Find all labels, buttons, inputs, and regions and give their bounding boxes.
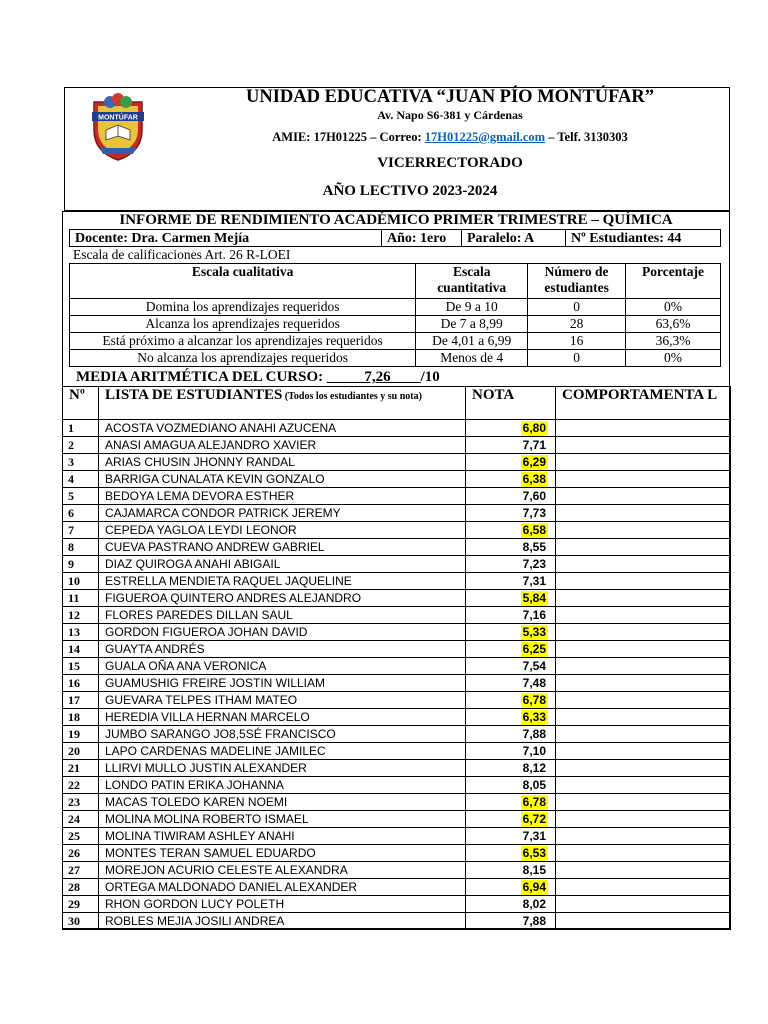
student-number: 21 <box>63 760 99 777</box>
student-name: ARIAS CHUSIN JHONNY RANDAL <box>99 454 466 471</box>
student-number: 8 <box>63 539 99 556</box>
student-row <box>63 879 731 896</box>
student-row <box>63 641 731 658</box>
student-grade: 7,48 <box>522 676 546 690</box>
student-row <box>63 709 731 726</box>
scale-qualitative: Alcanza los aprendizajes requeridos <box>70 316 416 333</box>
scale-col-students: Número de estudiantes <box>528 264 626 299</box>
student-number: 25 <box>63 828 99 845</box>
student-number: 9 <box>63 556 99 573</box>
student-grade: 7,73 <box>522 506 546 520</box>
student-grade: 6,58 <box>522 523 546 537</box>
school-logo <box>88 92 148 162</box>
student-grade-cell <box>466 556 556 573</box>
student-behavior <box>556 675 731 692</box>
student-grade-cell <box>466 641 556 658</box>
student-name: JUMBO SARANGO JO8,5SÉ FRANCISCO <box>99 726 466 743</box>
student-grade: 6,33 <box>522 710 546 724</box>
student-name: ROBLES MEJIA JOSILI ANDREA <box>99 913 466 930</box>
student-behavior <box>556 913 731 930</box>
scale-quantitative: De 7 a 8,99 <box>416 316 528 333</box>
student-row <box>63 726 731 743</box>
student-row <box>63 556 731 573</box>
student-number: 16 <box>63 675 99 692</box>
school-address: Av. Napo S6-381 y Cárdenas <box>377 108 523 122</box>
student-grade-cell <box>466 777 556 794</box>
student-grade-cell <box>466 828 556 845</box>
student-number: 28 <box>63 879 99 896</box>
student-grade: 8,05 <box>522 778 546 792</box>
student-grade-cell <box>466 709 556 726</box>
scale-students: 0 <box>528 299 626 316</box>
student-grade-cell <box>466 488 556 505</box>
student-grade: 8,55 <box>522 540 546 554</box>
average-suffix: /10 <box>420 369 440 385</box>
student-behavior <box>556 845 731 862</box>
scale-row <box>70 299 721 316</box>
student-behavior <box>556 828 731 845</box>
student-number: 14 <box>63 641 99 658</box>
student-name: CUEVA PASTRANO ANDREW GABRIEL <box>99 539 466 556</box>
students-table <box>62 386 731 930</box>
student-behavior <box>556 879 731 896</box>
student-name: ANASI AMAGUA ALEJANDRO XAVIER <box>99 437 466 454</box>
student-number: 10 <box>63 573 99 590</box>
student-number: 17 <box>63 692 99 709</box>
student-name: CEPEDA YAGLOA LEYDI LEONOR <box>99 522 466 539</box>
student-name: MONTES TERAN SAMUEL EDUARDO <box>99 845 466 862</box>
student-row <box>63 471 731 488</box>
student-grade: 8,12 <box>522 761 546 775</box>
student-behavior <box>556 488 731 505</box>
student-grade: 8,15 <box>522 863 546 877</box>
student-number: 27 <box>63 862 99 879</box>
student-grade: 7,31 <box>522 829 546 843</box>
student-behavior <box>556 437 731 454</box>
course-year: Año: 1ero <box>382 230 462 246</box>
student-behavior <box>556 454 731 471</box>
student-name: BEDOYA LEMA DEVORA ESTHER <box>99 488 466 505</box>
students-header-row <box>63 387 731 420</box>
col-student-list-note: (Todos los estudiantes y su nota) <box>282 391 422 402</box>
student-row <box>63 539 731 556</box>
scale-quantitative: De 4,01 a 6,99 <box>416 333 528 350</box>
student-behavior <box>556 556 731 573</box>
scale-col-qualitative: Escala cualitativa <box>70 264 416 299</box>
col-number: Nº <box>63 387 99 420</box>
student-grade-cell <box>466 454 556 471</box>
student-behavior <box>556 505 731 522</box>
col-behavior: COMPORTAMENTA L <box>556 387 731 420</box>
email-link[interactable]: 17H01225@gmail.com <box>424 130 546 144</box>
student-grade: 7,60 <box>522 489 546 503</box>
scale-qualitative: Está próximo a alcanzar los aprendizajes requeridos <box>70 333 416 350</box>
student-name: GUEVARA TELPES ITHAM MATEO <box>99 692 466 709</box>
student-row <box>63 811 731 828</box>
scale-row <box>70 350 721 367</box>
students-count: Nº Estudiantes: 44 <box>571 231 682 246</box>
student-grade-cell <box>466 879 556 896</box>
student-grade-cell <box>466 539 556 556</box>
student-grade: 6,29 <box>522 455 546 469</box>
student-number: 12 <box>63 607 99 624</box>
student-name: MACAS TOLEDO KAREN NOEMI <box>99 794 466 811</box>
student-number: 20 <box>63 743 99 760</box>
student-grade-cell <box>466 505 556 522</box>
student-grade-cell <box>466 896 556 913</box>
student-behavior <box>556 607 731 624</box>
scale-students: 0 <box>528 350 626 367</box>
student-name: DIAZ QUIROGA ANAHI ABIGAIL <box>99 556 466 573</box>
student-grade-cell <box>466 607 556 624</box>
student-row <box>63 573 731 590</box>
scale-row <box>70 333 721 350</box>
student-row <box>63 845 731 862</box>
scale-percent: 63,6% <box>626 316 721 333</box>
amie-code: AMIE: 17H01225 – Correo: <box>272 130 425 144</box>
department-title: VICERRECTORADO <box>377 155 523 171</box>
student-grade: 6,94 <box>522 880 546 894</box>
student-row <box>63 420 731 437</box>
average-value: _____7,26____ <box>326 369 421 385</box>
student-grade: 6,38 <box>522 472 546 486</box>
student-grade: 7,31 <box>522 574 546 588</box>
student-number: 6 <box>63 505 99 522</box>
student-grade-cell <box>466 658 556 675</box>
scale-quantitative: Menos de 4 <box>416 350 528 367</box>
student-name: MOREJON ACURIO CELESTE ALEXANDRA <box>99 862 466 879</box>
col-grade: NOTA <box>466 387 556 420</box>
student-name: BARRIGA CUNALATA KEVIN GONZALO <box>99 471 466 488</box>
course-average <box>76 368 440 386</box>
student-name: ACOSTA VOZMEDIANO ANAHI AZUCENA <box>99 420 466 437</box>
student-grade: 7,16 <box>522 608 546 622</box>
col-student-list-label: LISTA DE ESTUDIANTES <box>105 387 283 403</box>
student-row <box>63 607 731 624</box>
student-name: GUAYTA ANDRÉS <box>99 641 466 658</box>
student-row <box>63 624 731 641</box>
student-name: FLORES PAREDES DILLAN SAUL <box>99 607 466 624</box>
student-grade-cell <box>466 794 556 811</box>
student-name: ESTRELLA MENDIETA RAQUEL JAQUELINE <box>99 573 466 590</box>
scale-percent: 0% <box>626 299 721 316</box>
student-grade-cell <box>466 913 556 930</box>
student-behavior <box>556 811 731 828</box>
student-behavior <box>556 420 731 437</box>
student-row <box>63 522 731 539</box>
student-behavior <box>556 794 731 811</box>
student-grade: 7,54 <box>522 659 546 673</box>
student-behavior <box>556 743 731 760</box>
scale-qualitative: No alcanza los aprendizajes requeridos <box>70 350 416 367</box>
student-number: 15 <box>63 658 99 675</box>
student-grade: 6,53 <box>522 846 546 860</box>
student-name: RHON GORDON LUCY POLETH <box>99 896 466 913</box>
student-grade: 6,72 <box>522 812 546 826</box>
student-row <box>63 743 731 760</box>
school-year: AÑO LECTIVO 2023-2024 <box>322 183 498 199</box>
scale-qualitative: Domina los aprendizajes requeridos <box>70 299 416 316</box>
student-row <box>63 590 731 607</box>
student-row <box>63 692 731 709</box>
student-grade-cell <box>466 522 556 539</box>
student-grade: 6,80 <box>522 421 546 435</box>
student-name: FIGUEROA QUINTERO ANDRES ALEJANDRO <box>99 590 466 607</box>
student-behavior <box>556 760 731 777</box>
student-row <box>63 488 731 505</box>
scale-col-percent: Porcentaje <box>626 264 721 299</box>
student-behavior <box>556 658 731 675</box>
scale-col-quantitative: Escala cuantitativa <box>416 264 528 299</box>
student-grade-cell <box>466 760 556 777</box>
student-number: 18 <box>63 709 99 726</box>
student-name: GUAMUSHIG FREIRE JOSTIN WILLIAM <box>99 675 466 692</box>
student-number: 2 <box>63 437 99 454</box>
student-row <box>63 675 731 692</box>
student-grade: 5,84 <box>522 591 546 605</box>
student-grade-cell <box>466 590 556 607</box>
svg-text:MONTÚFAR: MONTÚFAR <box>98 114 138 122</box>
student-row <box>63 828 731 845</box>
student-number: 23 <box>63 794 99 811</box>
scale-students: 16 <box>528 333 626 350</box>
student-grade-cell <box>466 811 556 828</box>
student-grade-cell <box>466 437 556 454</box>
student-row <box>63 658 731 675</box>
course-parallel: Paralelo: A <box>462 230 566 246</box>
student-grade: 6,78 <box>522 693 546 707</box>
scale-header-row <box>70 264 721 299</box>
report-title: INFORME DE RENDIMIENTO ACADÉMICO PRIMER TRIMESTRE – QUÍMICA <box>119 212 673 228</box>
scale-percent: 36,3% <box>626 333 721 350</box>
student-number: 13 <box>63 624 99 641</box>
col-student-list <box>99 387 466 420</box>
student-number: 22 <box>63 777 99 794</box>
student-grade-cell <box>466 845 556 862</box>
student-number: 24 <box>63 811 99 828</box>
student-behavior <box>556 862 731 879</box>
grading-scale-table <box>69 263 721 367</box>
student-grade: 8,02 <box>522 897 546 911</box>
student-grade: 5,33 <box>522 625 546 639</box>
student-behavior <box>556 777 731 794</box>
student-grade-cell <box>466 743 556 760</box>
student-row <box>63 862 731 879</box>
student-number: 3 <box>63 454 99 471</box>
student-number: 19 <box>63 726 99 743</box>
student-grade: 6,25 <box>522 642 546 656</box>
student-behavior <box>556 590 731 607</box>
school-title: UNIDAD EDUCATIVA “JUAN PÍO MONTÚFAR” <box>245 87 655 107</box>
student-number: 26 <box>63 845 99 862</box>
student-number: 30 <box>63 913 99 930</box>
student-behavior <box>556 573 731 590</box>
student-number: 1 <box>63 420 99 437</box>
scale-students: 28 <box>528 316 626 333</box>
student-name: GORDON FIGUEROA JOHAN DAVID <box>99 624 466 641</box>
student-number: 29 <box>63 896 99 913</box>
student-grade: 7,88 <box>522 727 546 741</box>
student-name: MOLINA TIWIRAM ASHLEY ANAHI <box>99 828 466 845</box>
student-grade: 7,10 <box>522 744 546 758</box>
student-name: GUALA OÑA ANA VERONICA <box>99 658 466 675</box>
student-name: HEREDIA VILLA HERNAN MARCELO <box>99 709 466 726</box>
student-behavior <box>556 641 731 658</box>
school-contact <box>170 130 730 145</box>
student-row <box>63 777 731 794</box>
student-row <box>63 437 731 454</box>
student-behavior <box>556 692 731 709</box>
student-number: 5 <box>63 488 99 505</box>
student-grade: 7,71 <box>522 438 546 452</box>
student-behavior <box>556 624 731 641</box>
student-grade: 6,78 <box>522 795 546 809</box>
teacher-info-row <box>69 229 721 247</box>
student-row <box>63 454 731 471</box>
student-grade-cell <box>466 471 556 488</box>
student-behavior <box>556 522 731 539</box>
student-row <box>63 760 731 777</box>
scale-percent: 0% <box>626 350 721 367</box>
student-behavior <box>556 726 731 743</box>
scale-note: Escala de calificaciones Art. 26 R-LOEI <box>73 247 291 262</box>
student-behavior <box>556 709 731 726</box>
student-grade: 7,23 <box>522 557 546 571</box>
student-name: LLIRVI MULLO JUSTIN ALEXANDER <box>99 760 466 777</box>
student-grade-cell <box>466 573 556 590</box>
student-row <box>63 505 731 522</box>
student-name: ORTEGA MALDONADO DANIEL ALEXANDER <box>99 879 466 896</box>
student-grade-cell <box>466 726 556 743</box>
phone: – Telf. 3130303 <box>545 130 628 144</box>
students-body <box>63 420 731 930</box>
average-label: MEDIA ARITMÉTICA DEL CURSO: <box>76 369 327 385</box>
student-behavior <box>556 471 731 488</box>
student-number: 4 <box>63 471 99 488</box>
student-behavior <box>556 896 731 913</box>
student-name: LAPO CARDENAS MADELINE JAMILEC <box>99 743 466 760</box>
student-grade-cell <box>466 675 556 692</box>
student-grade-cell <box>466 862 556 879</box>
student-name: MOLINA MOLINA ROBERTO ISMAEL <box>99 811 466 828</box>
student-grade-cell <box>466 420 556 437</box>
teacher-name: Docente: Dra. Carmen Mejía <box>70 230 382 246</box>
student-grade: 7,88 <box>522 914 546 928</box>
scale-row <box>70 316 721 333</box>
student-row <box>63 913 731 930</box>
student-row <box>63 794 731 811</box>
student-grade-cell <box>466 624 556 641</box>
scale-quantitative: De 9 a 10 <box>416 299 528 316</box>
student-name: CAJAMARCA CONDOR PATRICK JEREMY <box>99 505 466 522</box>
student-number: 11 <box>63 590 99 607</box>
student-behavior <box>556 539 731 556</box>
student-name: LONDO PATIN ERIKA JOHANNA <box>99 777 466 794</box>
student-number: 7 <box>63 522 99 539</box>
student-row <box>63 896 731 913</box>
student-grade-cell <box>466 692 556 709</box>
